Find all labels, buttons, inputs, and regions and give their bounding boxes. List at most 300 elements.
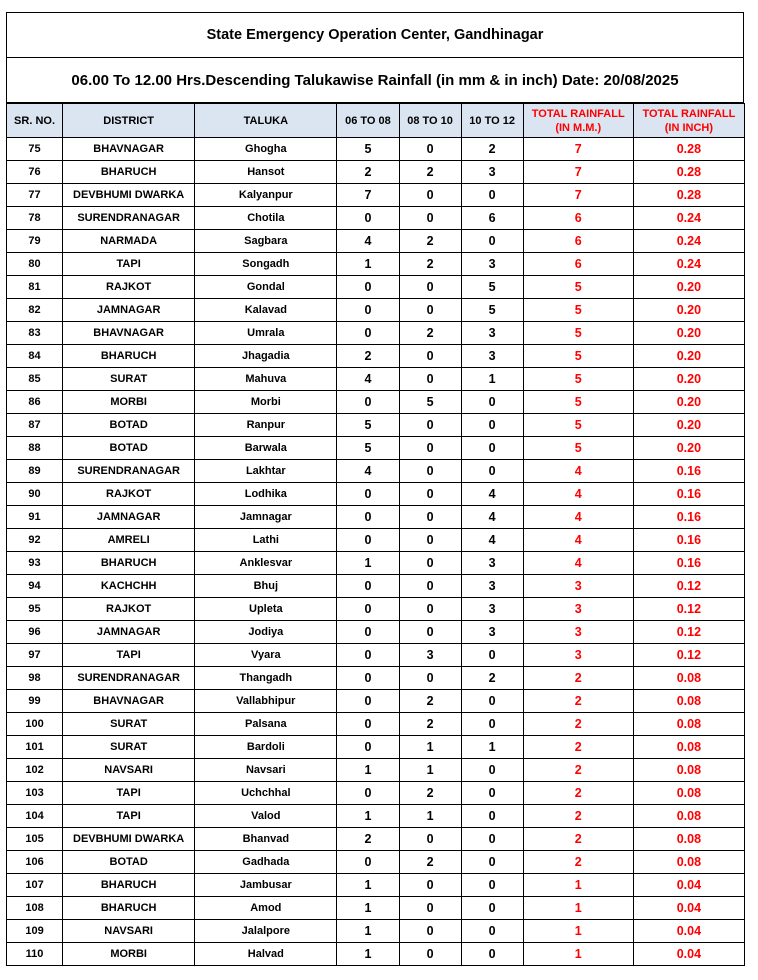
- rain-06-08-cell: 0: [337, 322, 399, 345]
- rain-08-10-cell: 0: [399, 598, 461, 621]
- rain-06-08-cell: 1: [337, 805, 399, 828]
- table-row: [7, 345, 745, 368]
- total-mm-cell: 2: [523, 782, 633, 805]
- total-mm-cell: 7: [523, 161, 633, 184]
- total-mm-cell: 4: [523, 460, 633, 483]
- table-row: [7, 184, 745, 207]
- district-cell: BHARUCH: [63, 345, 195, 368]
- taluka-cell: Gondal: [195, 276, 337, 299]
- district-cell: TAPI: [63, 782, 195, 805]
- report-subtitle: 06.00 To 12.00 Hrs.Descending Talukawise Rainfall (in mm & in inch) Date: 20/08/2025: [6, 58, 744, 103]
- rain-08-10-cell: 0: [399, 368, 461, 391]
- table-row: [7, 644, 745, 667]
- rain-08-10-cell: 2: [399, 713, 461, 736]
- rain-08-10-cell: 0: [399, 621, 461, 644]
- district-cell: JAMNAGAR: [63, 621, 195, 644]
- rain-10-12-cell: 3: [461, 161, 523, 184]
- total-mm-cell: 5: [523, 391, 633, 414]
- sr-no-cell: 99: [7, 690, 63, 713]
- total-mm-cell: 1: [523, 920, 633, 943]
- total-mm-cell: 5: [523, 322, 633, 345]
- table-row: [7, 138, 745, 161]
- total-inch-cell: 0.20: [633, 391, 744, 414]
- total-inch-cell: 0.08: [633, 805, 744, 828]
- total-mm-cell: 5: [523, 437, 633, 460]
- total-inch-cell: 0.24: [633, 253, 744, 276]
- total-inch-cell: 0.12: [633, 621, 744, 644]
- total-inch-cell: 0.12: [633, 644, 744, 667]
- total-inch-cell: 0.04: [633, 920, 744, 943]
- table-row: [7, 690, 745, 713]
- district-cell: RAJKOT: [63, 598, 195, 621]
- rain-08-10-cell: 0: [399, 276, 461, 299]
- table-row: [7, 437, 745, 460]
- rain-10-12-cell: 0: [461, 414, 523, 437]
- total-mm-cell: 1: [523, 897, 633, 920]
- sr-no-cell: 75: [7, 138, 63, 161]
- total-inch-cell: 0.16: [633, 483, 744, 506]
- sr-no-cell: 102: [7, 759, 63, 782]
- district-cell: TAPI: [63, 805, 195, 828]
- total-inch-header-line1: TOTAL RAINFALL: [642, 107, 736, 120]
- rain-06-08-cell: 0: [337, 276, 399, 299]
- district-cell: NAVSARI: [63, 759, 195, 782]
- district-cell: JAMNAGAR: [63, 299, 195, 322]
- sr-no-cell: 94: [7, 575, 63, 598]
- col-header-taluka: TALUKA: [195, 104, 337, 138]
- table-row: [7, 529, 745, 552]
- taluka-cell: Jalalpore: [195, 920, 337, 943]
- rain-10-12-cell: 0: [461, 920, 523, 943]
- rain-08-10-cell: 0: [399, 874, 461, 897]
- total-mm-cell: 4: [523, 552, 633, 575]
- rain-10-12-cell: 3: [461, 621, 523, 644]
- rain-06-08-cell: 1: [337, 253, 399, 276]
- col-header-district: DISTRICT: [63, 104, 195, 138]
- district-cell: SURAT: [63, 713, 195, 736]
- taluka-cell: Chotila: [195, 207, 337, 230]
- sr-no-cell: 96: [7, 621, 63, 644]
- rain-10-12-cell: 2: [461, 667, 523, 690]
- district-cell: SURAT: [63, 736, 195, 759]
- taluka-cell: Jambusar: [195, 874, 337, 897]
- district-cell: BHARUCH: [63, 874, 195, 897]
- rain-10-12-cell: 3: [461, 598, 523, 621]
- rain-10-12-cell: 0: [461, 437, 523, 460]
- total-mm-header-line1: TOTAL RAINFALL: [531, 107, 625, 120]
- rain-10-12-cell: 0: [461, 230, 523, 253]
- table-header-row: [7, 104, 745, 138]
- taluka-cell: Thangadh: [195, 667, 337, 690]
- rain-10-12-cell: 0: [461, 391, 523, 414]
- taluka-cell: Ghogha: [195, 138, 337, 161]
- district-cell: SURENDRANAGAR: [63, 460, 195, 483]
- taluka-cell: Gadhada: [195, 851, 337, 874]
- district-cell: KACHCHH: [63, 575, 195, 598]
- total-inch-cell: 0.08: [633, 736, 744, 759]
- rain-10-12-cell: 0: [461, 184, 523, 207]
- table-row: [7, 897, 745, 920]
- total-mm-cell: 5: [523, 345, 633, 368]
- rain-06-08-cell: 1: [337, 943, 399, 966]
- taluka-cell: Hansot: [195, 161, 337, 184]
- total-inch-cell: 0.04: [633, 874, 744, 897]
- total-inch-cell: 0.28: [633, 184, 744, 207]
- rain-06-08-cell: 0: [337, 391, 399, 414]
- taluka-cell: Anklesvar: [195, 552, 337, 575]
- sr-no-cell: 101: [7, 736, 63, 759]
- table-row: [7, 874, 745, 897]
- rain-08-10-cell: 5: [399, 391, 461, 414]
- total-inch-cell: 0.04: [633, 897, 744, 920]
- total-mm-cell: 2: [523, 805, 633, 828]
- total-inch-cell: 0.24: [633, 230, 744, 253]
- total-inch-cell: 0.24: [633, 207, 744, 230]
- district-cell: NAVSARI: [63, 920, 195, 943]
- rain-08-10-cell: 0: [399, 299, 461, 322]
- district-cell: MORBI: [63, 943, 195, 966]
- sr-no-cell: 78: [7, 207, 63, 230]
- taluka-cell: Bhanvad: [195, 828, 337, 851]
- taluka-cell: Uchchhal: [195, 782, 337, 805]
- rain-08-10-cell: 0: [399, 460, 461, 483]
- district-cell: BHAVNAGAR: [63, 690, 195, 713]
- sr-no-cell: 97: [7, 644, 63, 667]
- taluka-cell: Kalavad: [195, 299, 337, 322]
- district-cell: BOTAD: [63, 414, 195, 437]
- total-inch-cell: 0.20: [633, 345, 744, 368]
- total-inch-cell: 0.16: [633, 506, 744, 529]
- rain-10-12-cell: 0: [461, 943, 523, 966]
- total-mm-cell: 3: [523, 598, 633, 621]
- taluka-cell: Sagbara: [195, 230, 337, 253]
- total-inch-cell: 0.16: [633, 529, 744, 552]
- district-cell: JAMNAGAR: [63, 506, 195, 529]
- total-inch-cell: 0.20: [633, 368, 744, 391]
- table-row: [7, 943, 745, 966]
- total-inch-cell: 0.16: [633, 460, 744, 483]
- rain-06-08-cell: 0: [337, 483, 399, 506]
- sr-no-cell: 79: [7, 230, 63, 253]
- rain-06-08-cell: 1: [337, 874, 399, 897]
- sr-no-cell: 93: [7, 552, 63, 575]
- rain-06-08-cell: 5: [337, 138, 399, 161]
- col-header-sr-no: SR. NO.: [7, 104, 63, 138]
- sr-no-cell: 76: [7, 161, 63, 184]
- district-cell: RAJKOT: [63, 483, 195, 506]
- rain-06-08-cell: 4: [337, 230, 399, 253]
- table-row: [7, 391, 745, 414]
- taluka-cell: Jhagadia: [195, 345, 337, 368]
- district-cell: BOTAD: [63, 851, 195, 874]
- table-row: [7, 920, 745, 943]
- rain-10-12-cell: 3: [461, 575, 523, 598]
- total-mm-cell: 5: [523, 414, 633, 437]
- table-row: [7, 414, 745, 437]
- table-row: [7, 621, 745, 644]
- total-mm-cell: 4: [523, 506, 633, 529]
- sr-no-cell: 90: [7, 483, 63, 506]
- rain-10-12-cell: 0: [461, 828, 523, 851]
- taluka-cell: Bhuj: [195, 575, 337, 598]
- rain-08-10-cell: 1: [399, 805, 461, 828]
- taluka-cell: Ranpur: [195, 414, 337, 437]
- report-title: State Emergency Operation Center, Gandhinagar: [6, 12, 744, 58]
- rain-08-10-cell: 1: [399, 736, 461, 759]
- rain-08-10-cell: 0: [399, 575, 461, 598]
- rain-06-08-cell: 0: [337, 575, 399, 598]
- total-mm-cell: 3: [523, 644, 633, 667]
- total-inch-cell: 0.12: [633, 598, 744, 621]
- total-inch-cell: 0.20: [633, 276, 744, 299]
- rain-08-10-cell: 0: [399, 506, 461, 529]
- district-cell: NARMADA: [63, 230, 195, 253]
- district-cell: BHAVNAGAR: [63, 322, 195, 345]
- total-mm-cell: 5: [523, 299, 633, 322]
- total-inch-cell: 0.20: [633, 437, 744, 460]
- taluka-cell: Upleta: [195, 598, 337, 621]
- rain-10-12-cell: 2: [461, 138, 523, 161]
- sr-no-cell: 80: [7, 253, 63, 276]
- rain-08-10-cell: 0: [399, 483, 461, 506]
- total-inch-cell: 0.20: [633, 414, 744, 437]
- district-cell: BHARUCH: [63, 552, 195, 575]
- rain-10-12-cell: 4: [461, 529, 523, 552]
- col-header-10-to-12: 10 TO 12: [461, 104, 523, 138]
- col-header-08-to-10: 08 TO 10: [399, 104, 461, 138]
- rain-10-12-cell: 3: [461, 345, 523, 368]
- district-cell: AMRELI: [63, 529, 195, 552]
- total-mm-cell: 2: [523, 667, 633, 690]
- rain-06-08-cell: 1: [337, 759, 399, 782]
- sr-no-cell: 108: [7, 897, 63, 920]
- total-inch-cell: 0.28: [633, 161, 744, 184]
- rain-08-10-cell: 0: [399, 828, 461, 851]
- total-inch-header-line2: (IN INCH): [664, 121, 714, 134]
- rain-10-12-cell: 0: [461, 713, 523, 736]
- table-row: [7, 506, 745, 529]
- table-row: [7, 736, 745, 759]
- total-mm-cell: 2: [523, 851, 633, 874]
- rain-08-10-cell: 2: [399, 230, 461, 253]
- total-mm-cell: 5: [523, 368, 633, 391]
- table-row: [7, 368, 745, 391]
- rain-08-10-cell: 0: [399, 897, 461, 920]
- total-mm-cell: 2: [523, 713, 633, 736]
- table-row: [7, 322, 745, 345]
- rain-08-10-cell: 0: [399, 529, 461, 552]
- taluka-cell: Jodiya: [195, 621, 337, 644]
- rain-06-08-cell: 1: [337, 897, 399, 920]
- total-mm-cell: 2: [523, 736, 633, 759]
- taluka-cell: Songadh: [195, 253, 337, 276]
- sr-no-cell: 82: [7, 299, 63, 322]
- total-inch-cell: 0.20: [633, 299, 744, 322]
- total-inch-cell: 0.08: [633, 828, 744, 851]
- taluka-cell: Palsana: [195, 713, 337, 736]
- taluka-cell: Kalyanpur: [195, 184, 337, 207]
- rain-06-08-cell: 0: [337, 690, 399, 713]
- taluka-cell: Lodhika: [195, 483, 337, 506]
- sr-no-cell: 104: [7, 805, 63, 828]
- rain-06-08-cell: 5: [337, 414, 399, 437]
- taluka-cell: Umrala: [195, 322, 337, 345]
- rain-10-12-cell: 4: [461, 483, 523, 506]
- rain-10-12-cell: 0: [461, 690, 523, 713]
- table-row: [7, 851, 745, 874]
- sr-no-cell: 83: [7, 322, 63, 345]
- total-inch-cell: 0.28: [633, 138, 744, 161]
- total-mm-cell: 3: [523, 575, 633, 598]
- rain-06-08-cell: 0: [337, 667, 399, 690]
- total-mm-cell: 7: [523, 184, 633, 207]
- district-cell: RAJKOT: [63, 276, 195, 299]
- total-inch-cell: 0.08: [633, 782, 744, 805]
- total-mm-cell: 4: [523, 529, 633, 552]
- rain-08-10-cell: 0: [399, 667, 461, 690]
- sr-no-cell: 89: [7, 460, 63, 483]
- rain-08-10-cell: 2: [399, 161, 461, 184]
- total-inch-cell: 0.12: [633, 575, 744, 598]
- total-inch-cell: 0.16: [633, 552, 744, 575]
- sr-no-cell: 110: [7, 943, 63, 966]
- rain-06-08-cell: 2: [337, 828, 399, 851]
- sr-no-cell: 87: [7, 414, 63, 437]
- table-body: [7, 138, 745, 966]
- total-inch-cell: 0.08: [633, 759, 744, 782]
- rain-08-10-cell: 2: [399, 690, 461, 713]
- sr-no-cell: 109: [7, 920, 63, 943]
- rain-06-08-cell: 1: [337, 552, 399, 575]
- sr-no-cell: 95: [7, 598, 63, 621]
- sr-no-cell: 107: [7, 874, 63, 897]
- rain-06-08-cell: 7: [337, 184, 399, 207]
- district-cell: BOTAD: [63, 437, 195, 460]
- rain-08-10-cell: 3: [399, 644, 461, 667]
- rain-06-08-cell: 4: [337, 460, 399, 483]
- rain-08-10-cell: 0: [399, 345, 461, 368]
- rain-06-08-cell: 0: [337, 207, 399, 230]
- rain-10-12-cell: 0: [461, 759, 523, 782]
- rainfall-report: [6, 12, 744, 966]
- rain-08-10-cell: 0: [399, 207, 461, 230]
- taluka-cell: Jamnagar: [195, 506, 337, 529]
- taluka-cell: Navsari: [195, 759, 337, 782]
- rain-08-10-cell: 2: [399, 322, 461, 345]
- rain-10-12-cell: 5: [461, 276, 523, 299]
- district-cell: SURENDRANAGAR: [63, 667, 195, 690]
- taluka-cell: Lathi: [195, 529, 337, 552]
- total-mm-cell: 6: [523, 253, 633, 276]
- taluka-cell: Morbi: [195, 391, 337, 414]
- district-cell: TAPI: [63, 644, 195, 667]
- total-inch-cell: 0.08: [633, 667, 744, 690]
- total-mm-cell: 6: [523, 230, 633, 253]
- rain-08-10-cell: 2: [399, 253, 461, 276]
- sr-no-cell: 81: [7, 276, 63, 299]
- sr-no-cell: 91: [7, 506, 63, 529]
- rain-08-10-cell: 0: [399, 943, 461, 966]
- table-row: [7, 828, 745, 851]
- rain-08-10-cell: 0: [399, 552, 461, 575]
- rain-06-08-cell: 5: [337, 437, 399, 460]
- rain-06-08-cell: 0: [337, 299, 399, 322]
- rain-06-08-cell: 0: [337, 529, 399, 552]
- taluka-cell: Bardoli: [195, 736, 337, 759]
- rain-10-12-cell: 6: [461, 207, 523, 230]
- rain-06-08-cell: 0: [337, 713, 399, 736]
- rain-06-08-cell: 0: [337, 782, 399, 805]
- district-cell: DEVBHUMI DWARKA: [63, 184, 195, 207]
- rain-10-12-cell: 0: [461, 644, 523, 667]
- table-row: [7, 460, 745, 483]
- rain-06-08-cell: 0: [337, 851, 399, 874]
- district-cell: BHARUCH: [63, 161, 195, 184]
- taluka-cell: Barwala: [195, 437, 337, 460]
- district-cell: SURENDRANAGAR: [63, 207, 195, 230]
- rain-10-12-cell: 0: [461, 897, 523, 920]
- rain-08-10-cell: 0: [399, 437, 461, 460]
- table-row: [7, 575, 745, 598]
- rain-10-12-cell: 1: [461, 368, 523, 391]
- rain-10-12-cell: 5: [461, 299, 523, 322]
- table-row: [7, 759, 745, 782]
- rain-10-12-cell: 3: [461, 552, 523, 575]
- rain-08-10-cell: 0: [399, 414, 461, 437]
- rain-06-08-cell: 2: [337, 345, 399, 368]
- rain-10-12-cell: 3: [461, 322, 523, 345]
- sr-no-cell: 98: [7, 667, 63, 690]
- rain-10-12-cell: 4: [461, 506, 523, 529]
- sr-no-cell: 92: [7, 529, 63, 552]
- total-mm-header-line2: (IN M.M.): [555, 121, 602, 134]
- taluka-cell: Lakhtar: [195, 460, 337, 483]
- total-mm-cell: 7: [523, 138, 633, 161]
- total-inch-cell: 0.08: [633, 851, 744, 874]
- table-row: [7, 667, 745, 690]
- taluka-cell: Vyara: [195, 644, 337, 667]
- total-inch-cell: 0.04: [633, 943, 744, 966]
- table-row: [7, 253, 745, 276]
- table-row: [7, 207, 745, 230]
- sr-no-cell: 86: [7, 391, 63, 414]
- district-cell: DEVBHUMI DWARKA: [63, 828, 195, 851]
- rain-10-12-cell: 0: [461, 460, 523, 483]
- col-header-06-to-08: 06 TO 08: [337, 104, 399, 138]
- rain-10-12-cell: 0: [461, 874, 523, 897]
- taluka-cell: Amod: [195, 897, 337, 920]
- rain-08-10-cell: 1: [399, 759, 461, 782]
- district-cell: BHAVNAGAR: [63, 138, 195, 161]
- total-mm-cell: 3: [523, 621, 633, 644]
- total-mm-cell: 1: [523, 874, 633, 897]
- sr-no-cell: 100: [7, 713, 63, 736]
- rain-06-08-cell: 0: [337, 621, 399, 644]
- rain-08-10-cell: 2: [399, 782, 461, 805]
- taluka-cell: Halvad: [195, 943, 337, 966]
- rainfall-table: [6, 103, 745, 966]
- table-row: [7, 299, 745, 322]
- sr-no-cell: 105: [7, 828, 63, 851]
- sr-no-cell: 103: [7, 782, 63, 805]
- sr-no-cell: 106: [7, 851, 63, 874]
- total-inch-cell: 0.08: [633, 690, 744, 713]
- rain-06-08-cell: 2: [337, 161, 399, 184]
- total-mm-cell: 4: [523, 483, 633, 506]
- rain-10-12-cell: 0: [461, 805, 523, 828]
- district-cell: SURAT: [63, 368, 195, 391]
- sr-no-cell: 85: [7, 368, 63, 391]
